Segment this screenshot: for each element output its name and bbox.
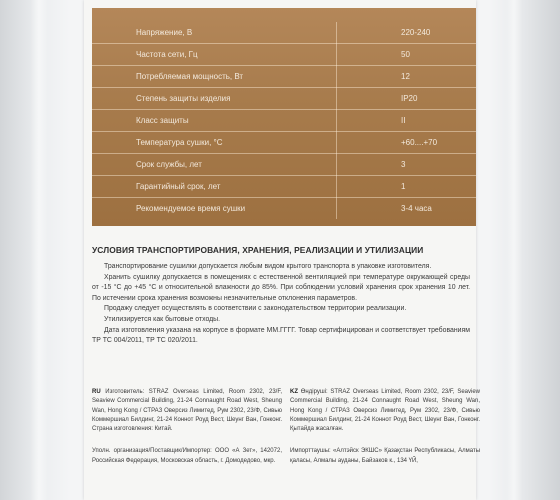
spec-row bbox=[92, 176, 476, 198]
spec-value: IP20 bbox=[337, 88, 477, 110]
spec-row bbox=[92, 110, 476, 132]
spec-label: Температура сушки, °С bbox=[92, 132, 337, 154]
conditions-title: УСЛОВИЯ ТРАНСПОРТИРОВАНИЯ, ХРАНЕНИЯ, РЕАЛИЗАЦИИ И УТИЛИЗАЦИИ bbox=[92, 245, 424, 255]
lang-tag-kz: KZ bbox=[290, 389, 298, 395]
spec-row bbox=[92, 44, 476, 66]
paragraph-storage: Хранить сушилку допускается в помещениях с естественной вентиляцией при температуре окружающей среды от -15 °С до +45 °С и относительной влажности до 85%. При соблюдении условий хранения срок хранения 10 лет. По истечении срока хранения возможны незначительные отклонения параметров. bbox=[92, 273, 470, 302]
manufacturer-ru-text: Изготовитель: STRAZ Overseas Limited, Room 2302, 23/F, Seaview Commercial Building, 21-24 Connaught Road West, Sheung Wan, Hong Kong / СТРАЗ Оверсиз Лимитед, Рум 2302, 23/Ф, Сивью Коммершиал Билдинг, 21-24 Коннот Роуд Вест, Шеунг Ван, Гонконг. Страна изготовления: Китай. bbox=[92, 389, 283, 433]
spec-value: 3 bbox=[337, 154, 477, 176]
spec-label: Рекомендуемое время сушки bbox=[92, 198, 337, 220]
specifications-panel bbox=[92, 8, 476, 226]
spec-value: 12 bbox=[337, 66, 477, 88]
importer-ru: Уполн. организация/Поставщик/Импортер: ООО «А Зет», 142072, Российская Федерация, Московская область, г. Домодедово, мкр. bbox=[92, 448, 282, 464]
instruction-card bbox=[84, 0, 481, 500]
paragraph-disposal: Утилизируется как бытовые отходы. bbox=[104, 315, 221, 323]
spec-label: Частота сети, Гц bbox=[92, 44, 337, 66]
spec-value: 220-240 bbox=[337, 22, 477, 44]
spec-label: Гарантийный срок, лет bbox=[92, 176, 337, 198]
spec-row bbox=[92, 198, 476, 220]
spec-label: Степень защиты изделия bbox=[92, 88, 337, 110]
spec-label: Класс защиты bbox=[92, 110, 337, 132]
spec-value: II bbox=[337, 110, 477, 132]
spec-label: Срок службы, лет bbox=[92, 154, 337, 176]
spec-value: 3-4 часа bbox=[401, 204, 432, 213]
spec-value: 1 bbox=[337, 176, 477, 198]
paragraph-transport: Транспортирование сушилки допускается любым видом крытого транспорта в упаковке изготовителя. bbox=[104, 263, 432, 270]
lang-tag-ru: RU bbox=[92, 389, 101, 395]
specifications-table bbox=[92, 22, 476, 219]
spec-row bbox=[92, 132, 476, 154]
spec-row bbox=[92, 22, 476, 44]
paragraph-production-date: Дата изготовления указана на корпусе в формате ММ.ГГГГ. Товар сертифицирован и соответствует требованиям ТР ТС 004/2011, ТР ТС 020/2011. bbox=[92, 326, 470, 345]
spec-row bbox=[92, 154, 476, 176]
spec-value: 50 bbox=[337, 44, 477, 66]
spec-label: Напряжение, В bbox=[92, 22, 337, 44]
spec-row bbox=[92, 88, 476, 110]
plastic-glare-right bbox=[506, 0, 522, 500]
manufacturer-ru bbox=[92, 388, 282, 466]
plastic-glare-left bbox=[30, 0, 48, 500]
manufacturer-kz-text: Өндіруші: STRAZ Overseas Limited, Room 2302, 23/F, Seaview Commercial Building, 21-24 Connaught Road West, Sheung Wan, Hong Kong / СТРАЗ Оверсиз Лимитед, Рум 2302, 23/Ф, Сивью Коммершиал Билдинг, 21-24 Коннот Роуд Вест, Шеунг Ван, Гонконг. Қытайда жасалған. bbox=[290, 389, 481, 433]
importer-kz: Импорттаушы: «Алтэйск ЭКШС» Қазақстан Республикасы, Алматы қаласы, Алмалы ауданы, Байзаков к., 134 ҮЙ, bbox=[290, 448, 480, 464]
paragraph-sale: Продажу следует осуществлять в соответствии с законодательством территории реализации. bbox=[104, 305, 407, 313]
manufacturer-kz bbox=[290, 388, 480, 466]
conditions-body bbox=[92, 262, 470, 347]
spec-row bbox=[92, 66, 476, 88]
spec-label: Потребляемая мощность, Вт bbox=[92, 66, 337, 88]
spec-value: +60....+70 bbox=[337, 132, 477, 154]
